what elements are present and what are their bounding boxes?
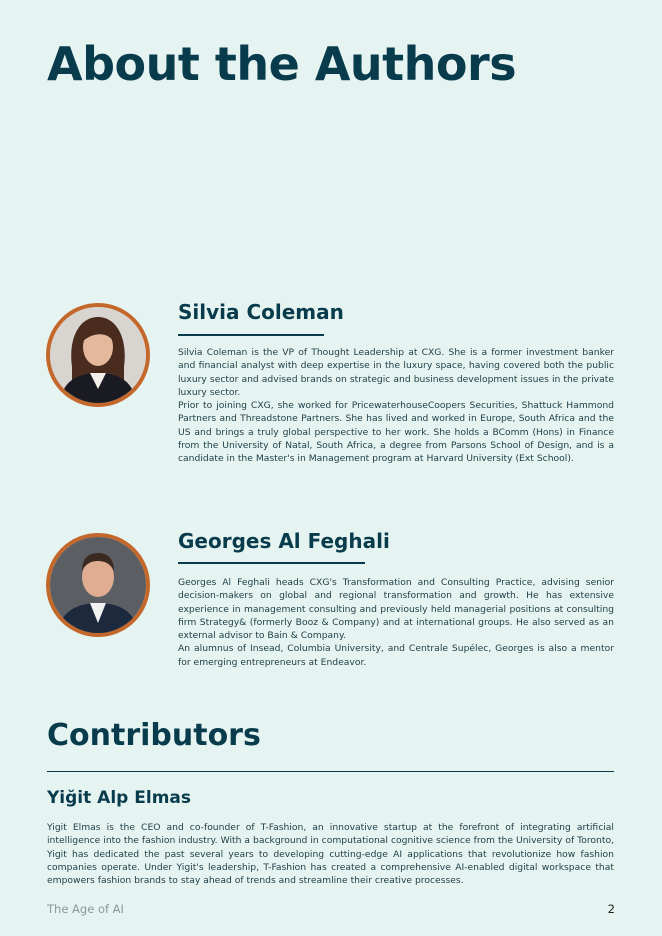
author-name-underline (178, 562, 365, 564)
author-photo-georges-al-feghali (46, 533, 150, 637)
author-bio-paragraph: Prior to joining CXG, she worked for PricewaterhouseCoopers Securities, Shattuck Hammond Partners and Threadstone Partners. She has lived and worked in Europe, South Africa and the US and brings a truly global perspective to her work. She holds a BComm (Hons) in Finance from the University of Natal, South Africa, a degree from Parsons School of Design, and is a candidate in the Master's in Management program at Harvard University (Ext School). (178, 400, 614, 465)
page-title: About the Authors (47, 37, 517, 91)
contributor-bio: Yigit Elmas is the CEO and co-founder of T-Fashion, an innovative startup at the forefront of integrating artificial intelligence into the fashion industry. With a background in computational cognitive science from the University of Toronto, Yigit has dedicated the past several years to developing cutting-edge AI applications that revolutionize how fashion companies operate. Under Yigit's leadership, T-Fashion has created a comprehensive AI-enabled digital workspace that empowers fashion brands to stay ahead of trends and streamline their creative processes. (47, 822, 614, 887)
author-name: Silvia Coleman (178, 300, 344, 324)
contributors-title: Contributors (47, 718, 261, 753)
page-number: 2 (607, 902, 615, 916)
contributors-divider (47, 771, 614, 772)
author-bio-paragraph: An alumnus of Insead, Columbia University, and Centrale Supélec, Georges is also a mentor for emerging entrepreneurs at Endeavor. (178, 643, 614, 668)
contributor-name: Yiğit Alp Elmas (47, 788, 191, 808)
author-bio-paragraph: Silvia Coleman is the VP of Thought Leadership at CXG. She is a former investment banker and financial analyst with deep expertise in the luxury space, having covered both the public luxury sector and advised brands on strategic and business development issues in the private luxury sector. (178, 347, 614, 398)
author-bio (178, 576, 614, 669)
author-bio-paragraph: Georges Al Feghali heads CXG's Transformation and Consulting Practice, advising senior decision-makers on global and regional transformation and growth. He has extensive experience in management consulting and previously held managerial positions at consulting firm Strategy& (formerly Booz & Company) and at international groups. He also served as an external advisor to Bain & Company. (178, 577, 614, 642)
author-bio (178, 346, 614, 466)
author-name: Georges Al Feghali (178, 529, 390, 553)
author-name-underline (178, 334, 324, 336)
footer-publication-title: The Age of AI (47, 902, 124, 916)
author-photo-silvia-coleman (46, 303, 150, 407)
